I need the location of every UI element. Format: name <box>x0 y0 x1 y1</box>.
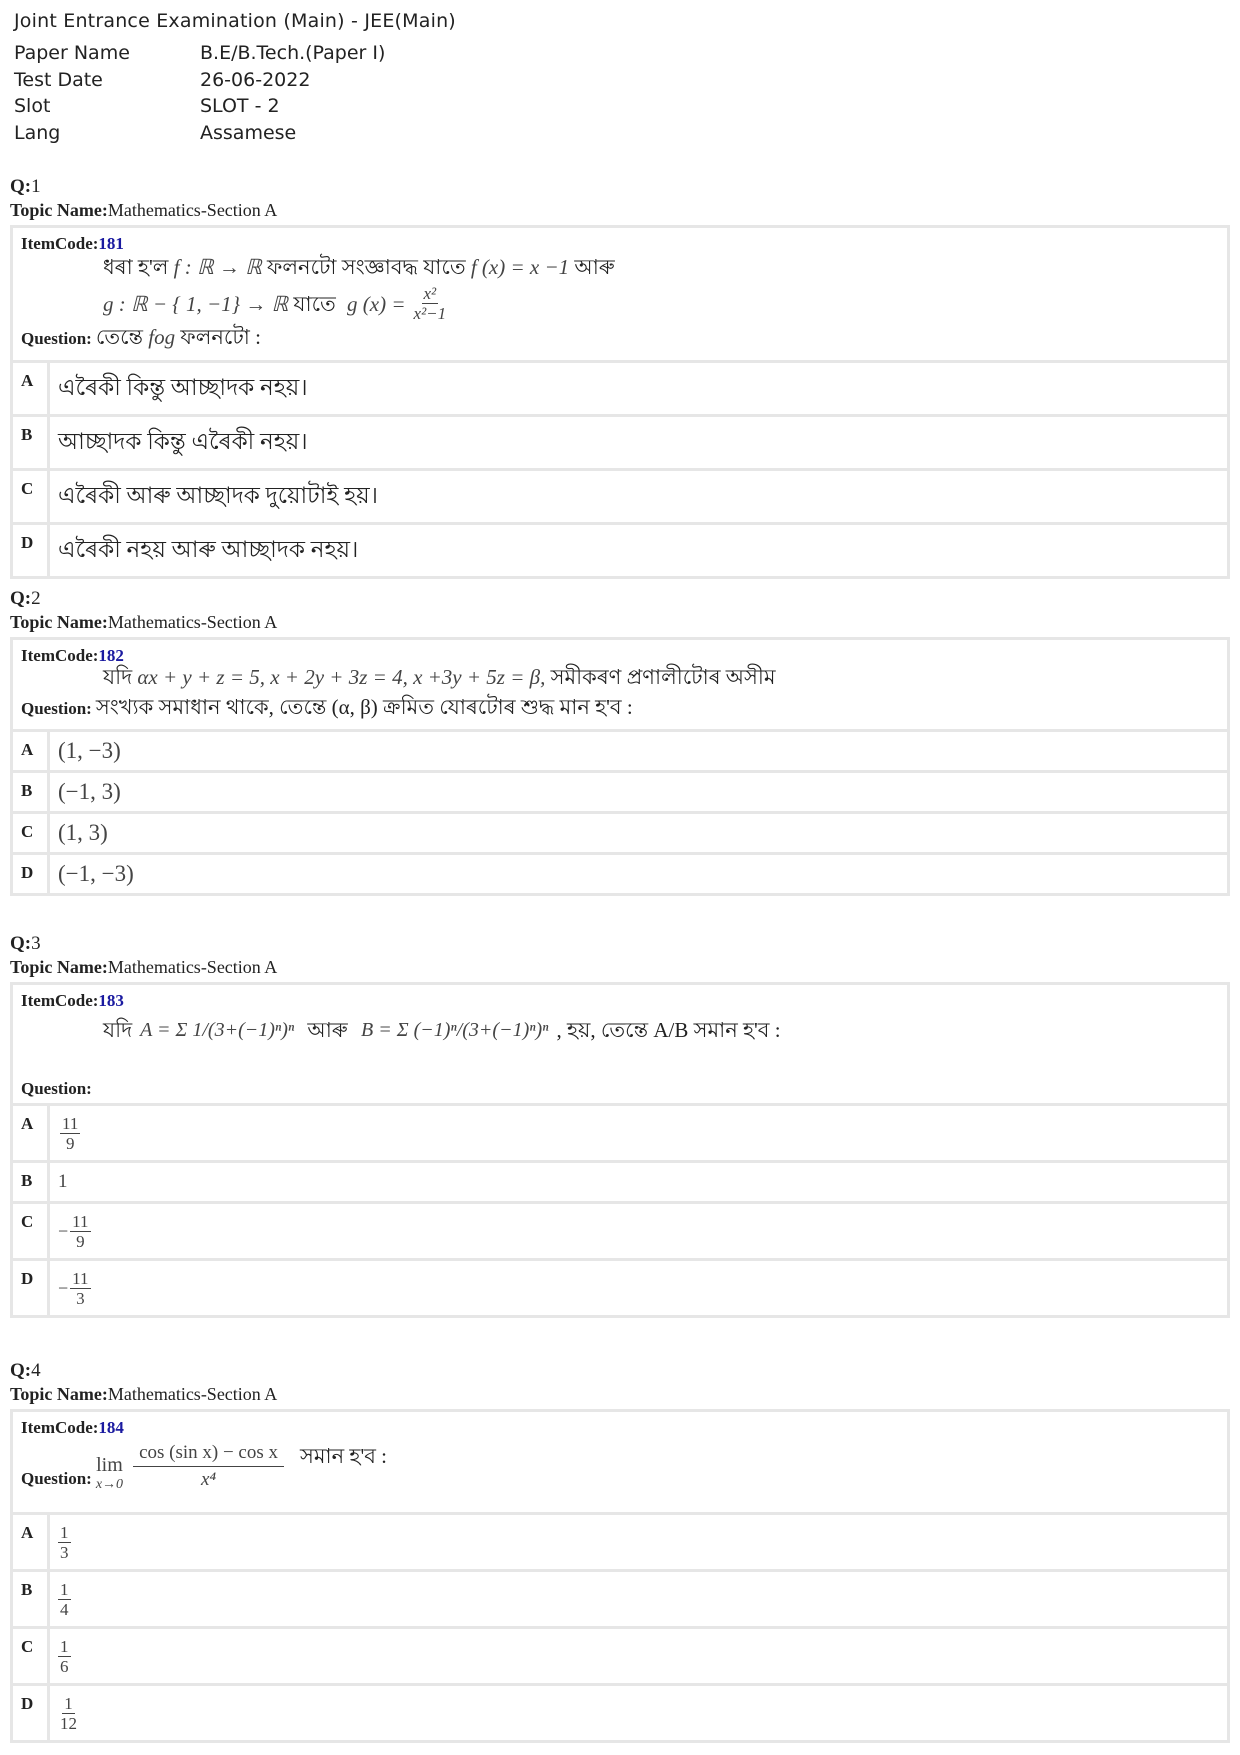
fraction: $\frac{\text{cos (sin x) − cos x}}{\text{x⁴}}$ <box>133 1440 284 1493</box>
option-text: $\frac{1}{6}$ <box>60 1636 69 1676</box>
info-row <box>14 40 385 67</box>
option-text: আচ্ছাদক কিন্তু এৰৈকী নহয়। <box>58 429 308 454</box>
option-label: C <box>13 1204 50 1258</box>
option-text: $\frac{11}{9}$ <box>62 1113 79 1153</box>
option-text: এৰৈকী আৰু আচ্ছাদক দুয়োটাই হয়। <box>58 483 378 508</box>
question-stem <box>13 640 1227 732</box>
option-label: D <box>13 1686 50 1740</box>
option-text: − $\frac{11}{3}$ <box>58 1268 89 1308</box>
option-row[interactable] <box>13 1204 1227 1261</box>
question-box <box>10 982 1230 1318</box>
question-block <box>10 933 1230 1318</box>
item-code: ItemCode:181 <box>21 234 124 253</box>
question-number: Q:2 <box>10 588 41 609</box>
option-text: এৰৈকী নহয় আৰু আচ্ছাদক নহয়। <box>58 537 359 562</box>
item-code: ItemCode:182 <box>21 646 124 665</box>
question-stem <box>13 985 1227 1106</box>
option-label: C <box>13 814 50 852</box>
option-row[interactable] <box>13 1163 1227 1204</box>
question-text-line: যদি A = Σ 1/(3+(−1)ⁿ)ⁿ আৰু B = Σ (−1)ⁿ/(3+(−1)ⁿ)ⁿ , হয়, তেন্তে A/B সমান হ'ব : <box>21 1013 1219 1047</box>
option-text: $\frac{1}{12}$ <box>60 1693 77 1733</box>
question-box <box>10 637 1230 896</box>
question-number: Q:4 <box>10 1360 41 1381</box>
question-number: Q:1 <box>10 176 41 197</box>
topic-name: Topic Name:Mathematics-Section A <box>10 957 278 977</box>
topic-name: Topic Name:Mathematics-Section A <box>10 612 278 632</box>
item-code: ItemCode:183 <box>21 991 124 1010</box>
info-value: B.E/B.Tech.(Paper I) <box>200 42 386 65</box>
exam-header <box>14 10 456 146</box>
option-text: (−1, 3) <box>58 779 121 804</box>
option-text: 1 <box>58 1171 68 1192</box>
info-row <box>14 67 385 94</box>
option-label: D <box>13 855 50 893</box>
question-stem <box>13 1412 1227 1515</box>
option-row[interactable] <box>13 773 1227 814</box>
item-code: ItemCode:184 <box>21 1418 124 1437</box>
option-text: $\frac{1}{4}$ <box>60 1579 69 1619</box>
fraction: $\frac{\text{x²}}{\text{x²−1}}$ <box>413 284 447 323</box>
topic-name: Topic Name:Mathematics-Section A <box>10 200 278 220</box>
sum-a: A = Σ 1/(3+(−1)ⁿ)ⁿ <box>140 1019 295 1041</box>
info-row <box>14 120 385 147</box>
option-label: D <box>13 1261 50 1315</box>
option-label: A <box>13 1106 50 1160</box>
option-row[interactable] <box>13 471 1227 525</box>
option-row[interactable] <box>13 814 1227 855</box>
info-key: Test Date <box>14 68 103 91</box>
question-box <box>10 225 1230 579</box>
info-value: 26-06-2022 <box>200 68 311 91</box>
option-text: এৰৈকী কিন্তু আচ্ছাদক নহয়। <box>58 375 308 400</box>
question-stem <box>13 228 1227 363</box>
option-text: (1, 3) <box>58 820 108 845</box>
option-label: B <box>13 773 50 811</box>
question-label-line: Question: lim x→0 $\frac{\text{cos (sin x) − cos x}}{\text{x⁴}}$ সমান হ'ব : <box>21 1442 388 1492</box>
option-row[interactable] <box>13 417 1227 471</box>
option-row[interactable] <box>13 525 1227 576</box>
option-label: D <box>13 525 50 576</box>
option-label: B <box>13 1163 50 1201</box>
exam-title: Joint Entrance Examination (Main) - JEE(Main) <box>14 10 456 32</box>
option-row[interactable] <box>13 363 1227 417</box>
info-row <box>14 93 385 120</box>
question-number: Q:3 <box>10 933 41 954</box>
option-label: C <box>13 471 50 522</box>
option-row[interactable] <box>13 1515 1227 1572</box>
option-text: − $\frac{11}{9}$ <box>58 1211 89 1251</box>
question-text-line: যদি αx + y + z = 5, x + 2y + 3z = 4, x +3y + 5z = β, সমীকৰণ প্ৰণালীটোৰ অসীম <box>103 665 776 689</box>
info-key: Lang <box>14 121 61 144</box>
topic-name: Topic Name:Mathematics-Section A <box>10 1384 278 1404</box>
option-label: A <box>13 732 50 770</box>
option-row[interactable] <box>13 1572 1227 1629</box>
option-text: (−1, −3) <box>58 861 134 886</box>
question-text-line: g : ℝ − { 1, −1} → ℝ যাতে g (x) = $\frac{\text{x²}}{\text{x²−1}}$ <box>103 284 447 323</box>
option-label: A <box>13 1515 50 1569</box>
question-box <box>10 1409 1230 1743</box>
option-row[interactable] <box>13 1629 1227 1686</box>
option-row[interactable] <box>13 855 1227 893</box>
question-block <box>10 588 1230 896</box>
sum-b: B = Σ (−1)ⁿ/(3+(−1)ⁿ)ⁿ <box>360 1019 549 1041</box>
question-block <box>10 1360 1230 1743</box>
info-key: Paper Name <box>14 42 130 65</box>
question-label-line: Question: <box>21 1079 92 1098</box>
option-row[interactable] <box>13 1106 1227 1163</box>
option-row[interactable] <box>13 1686 1227 1740</box>
option-row[interactable] <box>13 732 1227 773</box>
info-value: SLOT - 2 <box>200 95 280 118</box>
option-label: B <box>13 1572 50 1626</box>
question-label-line: Question: তেন্তে fog ফলনটো : <box>21 325 261 349</box>
info-value: Assamese <box>200 121 297 144</box>
question-text-line: ধৰা হ'ল f : ℝ → ℝ ফলনটো সংজ্ঞাবদ্ধ যাতে f (x) = x −1 আৰু <box>103 255 615 279</box>
info-key: Slot <box>14 95 51 118</box>
option-label: B <box>13 417 50 468</box>
exam-info-table <box>14 40 385 146</box>
option-label: C <box>13 1629 50 1683</box>
option-text: (1, −3) <box>58 738 121 763</box>
option-label: A <box>13 363 50 414</box>
limit: lim x→0 <box>95 1454 124 1492</box>
option-row[interactable] <box>13 1261 1227 1315</box>
option-text: $\frac{1}{3}$ <box>60 1522 69 1562</box>
question-label-line: Question: সংখ্যক সমাধান থাকে, তেন্তে (α, β) ক্ৰমিত যোৰটোৰ শুদ্ধ মান হ'ব : <box>21 695 633 719</box>
question-block <box>10 176 1230 579</box>
